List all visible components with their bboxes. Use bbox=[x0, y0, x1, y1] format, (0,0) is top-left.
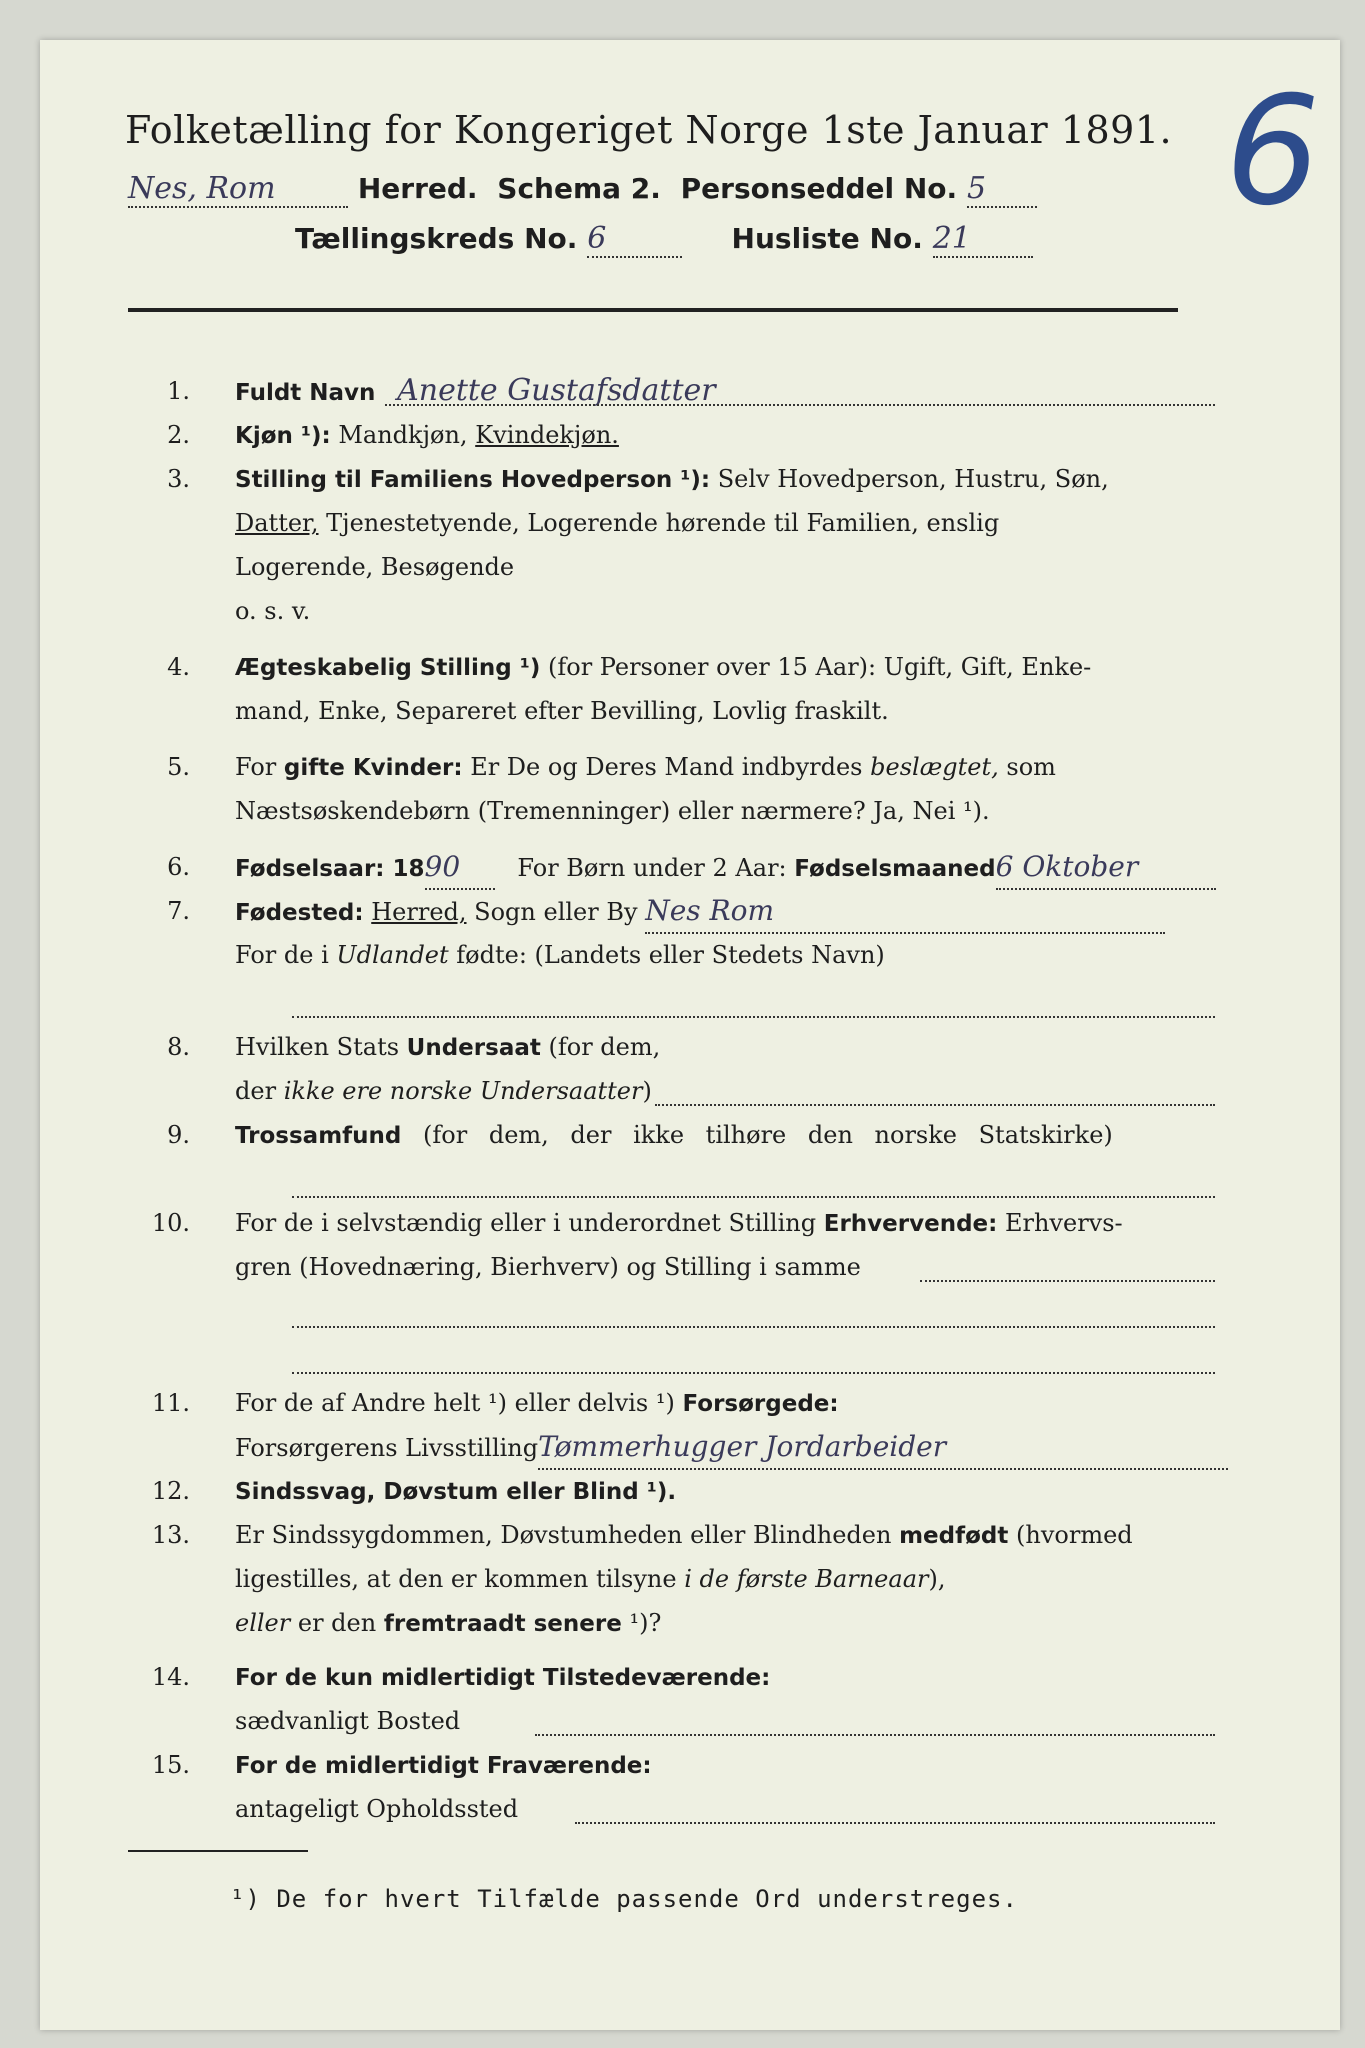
full-name-label: Fuldt Navn bbox=[235, 380, 376, 406]
corner-number: 6 bbox=[1225, 65, 1321, 239]
sex-option-male: Mandkjøn, bbox=[338, 421, 468, 449]
item-number: 9. bbox=[167, 1121, 190, 1149]
item-number: 11. bbox=[151, 1389, 190, 1417]
supported-a: For de af Andre helt ¹) eller delvis ¹) bbox=[235, 1389, 675, 1417]
religion-rest: (for dem, der ikke tilhøre den norske Statskirke) bbox=[423, 1121, 1113, 1149]
abroad-line bbox=[292, 1016, 1215, 1018]
kreds-value: 6 bbox=[587, 221, 682, 258]
birth-year-value: 90 bbox=[425, 846, 495, 890]
married-women-label: gifte Kvinder: bbox=[283, 755, 463, 781]
religion-line bbox=[292, 1196, 1215, 1198]
occupation-label: Erhvervende: bbox=[823, 1211, 998, 1237]
congenital-eller: eller bbox=[235, 1609, 291, 1637]
header-rule bbox=[128, 308, 1178, 312]
congenital-c: (hvormed bbox=[1016, 1521, 1133, 1549]
congenital-line2-c: ), bbox=[928, 1565, 946, 1593]
family-position-label: Stilling til Familiens Hovedperson ¹): bbox=[235, 467, 711, 493]
schema-label: Schema 2. bbox=[497, 172, 661, 205]
marital-status-options: (for Personer over 15 Aar): Ugift, Gift, Enke- bbox=[548, 653, 1092, 681]
herred-value: Nes, Rom bbox=[128, 171, 348, 208]
personseddel-label: Personseddel No. bbox=[680, 172, 958, 205]
item-number: 6. bbox=[167, 853, 190, 881]
usual-residence-label: sædvanligt Bosted bbox=[235, 1707, 461, 1735]
item-number: 12. bbox=[151, 1477, 190, 1505]
disability-label: Sindssvag, Døvstum eller Blind ¹). bbox=[235, 1479, 677, 1505]
item-number: 8. bbox=[167, 1033, 190, 1061]
temporary-absent-label: For de midlertidigt Fraværende: bbox=[235, 1753, 652, 1779]
abroad-intro: For de i bbox=[235, 941, 329, 969]
header-line-1 bbox=[128, 170, 1037, 208]
abroad-rest: fødte: (Landets eller Stedets Navn) bbox=[456, 941, 885, 969]
abroad-word: Udlandet bbox=[336, 941, 449, 969]
birthplace-label: Fødested: bbox=[235, 900, 364, 926]
husliste-value: 21 bbox=[933, 221, 1033, 258]
married-women-for: For bbox=[235, 753, 277, 781]
citizenship-ital: ikke ere norske Undersaatter bbox=[283, 1077, 643, 1105]
married-women-som: som bbox=[1006, 753, 1056, 781]
item-number: 5. bbox=[167, 753, 190, 781]
congenital-later-label: fremtraadt senere bbox=[383, 1611, 622, 1637]
item-number: 3. bbox=[167, 465, 190, 493]
herred-label: Herred. bbox=[357, 172, 478, 205]
item-number: 1. bbox=[167, 377, 190, 405]
citizenship-c: (for dem, bbox=[548, 1033, 661, 1061]
birth-month-label: Fødselsmaaned bbox=[794, 856, 996, 882]
occupation-a: For de i selvstændig eller i underordnet Stilling bbox=[235, 1209, 817, 1237]
census-form bbox=[40, 40, 1340, 2030]
item-number: 10. bbox=[151, 1209, 190, 1237]
married-women-question: Er De og Deres Mand indbyrdes bbox=[470, 753, 863, 781]
item-number: 14. bbox=[151, 1663, 190, 1691]
family-position-options-3: Logerende, Besøgende bbox=[235, 553, 515, 581]
congenital-line2-a: ligestilles, at den er kommen tilsyne bbox=[235, 1565, 677, 1593]
usual-residence-line bbox=[535, 1734, 1215, 1736]
citizenship-der: der bbox=[235, 1077, 277, 1105]
occupation-line-2: gren (Hovednæring, Bierhverv) og Stilling i samme bbox=[235, 1253, 861, 1281]
sex-label: Kjøn ¹): bbox=[235, 423, 331, 449]
birthplace-herred: Herred, bbox=[371, 898, 467, 926]
marital-status-label: Ægteskabelig Stilling ¹) bbox=[235, 655, 541, 681]
religion-label: Trossamfund bbox=[235, 1123, 402, 1149]
sex-option-female: Kvindekjøn. bbox=[475, 421, 619, 449]
form-title: Folketælling for Kongeriget Norge 1ste Januar 1891. bbox=[125, 108, 1173, 152]
personseddel-value: 5 bbox=[967, 171, 1037, 208]
family-position-options-2: Tjenestetyende, Logerende hørende til Familien, enslig bbox=[326, 509, 1000, 537]
husliste-label: Husliste No. bbox=[731, 222, 923, 255]
probable-residence-label: antageligt Opholdssted bbox=[235, 1795, 519, 1823]
family-position-options: Selv Hovedperson, Hustru, Søn, bbox=[717, 465, 1109, 493]
temporary-present-label: For de kun midlertidigt Tilstedeværende: bbox=[235, 1665, 771, 1691]
item-number: 7. bbox=[167, 897, 190, 925]
birthplace-options: Sogn eller By bbox=[474, 898, 638, 926]
item-number: 4. bbox=[167, 653, 190, 681]
footnote: ¹) De for hvert Tilfælde passende Ord understreges. bbox=[230, 1885, 1018, 1913]
birth-month-intro: For Børn under 2 Aar: bbox=[517, 854, 787, 882]
full-name-value: Anette Gustafsdatter bbox=[397, 373, 716, 408]
footnote-rule bbox=[128, 1850, 308, 1852]
family-position-osv: o. s. v. bbox=[235, 597, 311, 625]
birth-month-value: 6 Oktober bbox=[996, 846, 1216, 890]
probable-residence-line bbox=[575, 1822, 1215, 1824]
birthplace-value: Nes Rom bbox=[645, 890, 1165, 934]
citizenship-a: Hvilken Stats bbox=[235, 1033, 400, 1061]
birth-year-label: Fødselsaar: 18 bbox=[235, 856, 425, 882]
full-name-line bbox=[385, 404, 1215, 406]
occupation-line-b bbox=[292, 1326, 1215, 1328]
marital-status-options-2: mand, Enke, Separeret efter Bevilling, Lovlig fraskilt. bbox=[235, 697, 889, 725]
congenital-line2-ital: i de første Barneaar bbox=[684, 1565, 929, 1593]
option-datter: Datter, bbox=[235, 509, 319, 537]
occupation-line-c bbox=[292, 1372, 1215, 1374]
occupation-c: Erhvervs- bbox=[1004, 1209, 1123, 1237]
occupation-line bbox=[920, 1280, 1215, 1282]
citizenship-paren: ) bbox=[642, 1077, 652, 1105]
item-number: 2. bbox=[167, 421, 190, 449]
provider-occupation-value: Tømmerhugger Jordarbeider bbox=[538, 1426, 1228, 1470]
congenital-label: medfødt bbox=[899, 1523, 1009, 1549]
congenital-line3-b: er den bbox=[297, 1609, 377, 1637]
kreds-label: Tællingskreds No. bbox=[295, 222, 578, 255]
related-word: beslægtet, bbox=[870, 753, 999, 781]
supported-label: Forsørgede: bbox=[682, 1391, 839, 1417]
item-number: 15. bbox=[151, 1751, 190, 1779]
header-line-2 bbox=[295, 220, 1033, 258]
provider-occupation-label: Forsørgerens Livsstilling bbox=[235, 1434, 539, 1462]
congenital-line3-d: ¹)? bbox=[629, 1609, 662, 1637]
married-women-question-2: Næstsøskendebørn (Tremenninger) eller nærmere? Ja, Nei ¹). bbox=[235, 797, 990, 825]
citizenship-line bbox=[655, 1104, 1215, 1106]
item-number: 13. bbox=[151, 1521, 190, 1549]
citizenship-label: Undersaat bbox=[406, 1035, 541, 1061]
congenital-a: Er Sindssygdommen, Døvstumheden eller Blindheden bbox=[235, 1521, 892, 1549]
